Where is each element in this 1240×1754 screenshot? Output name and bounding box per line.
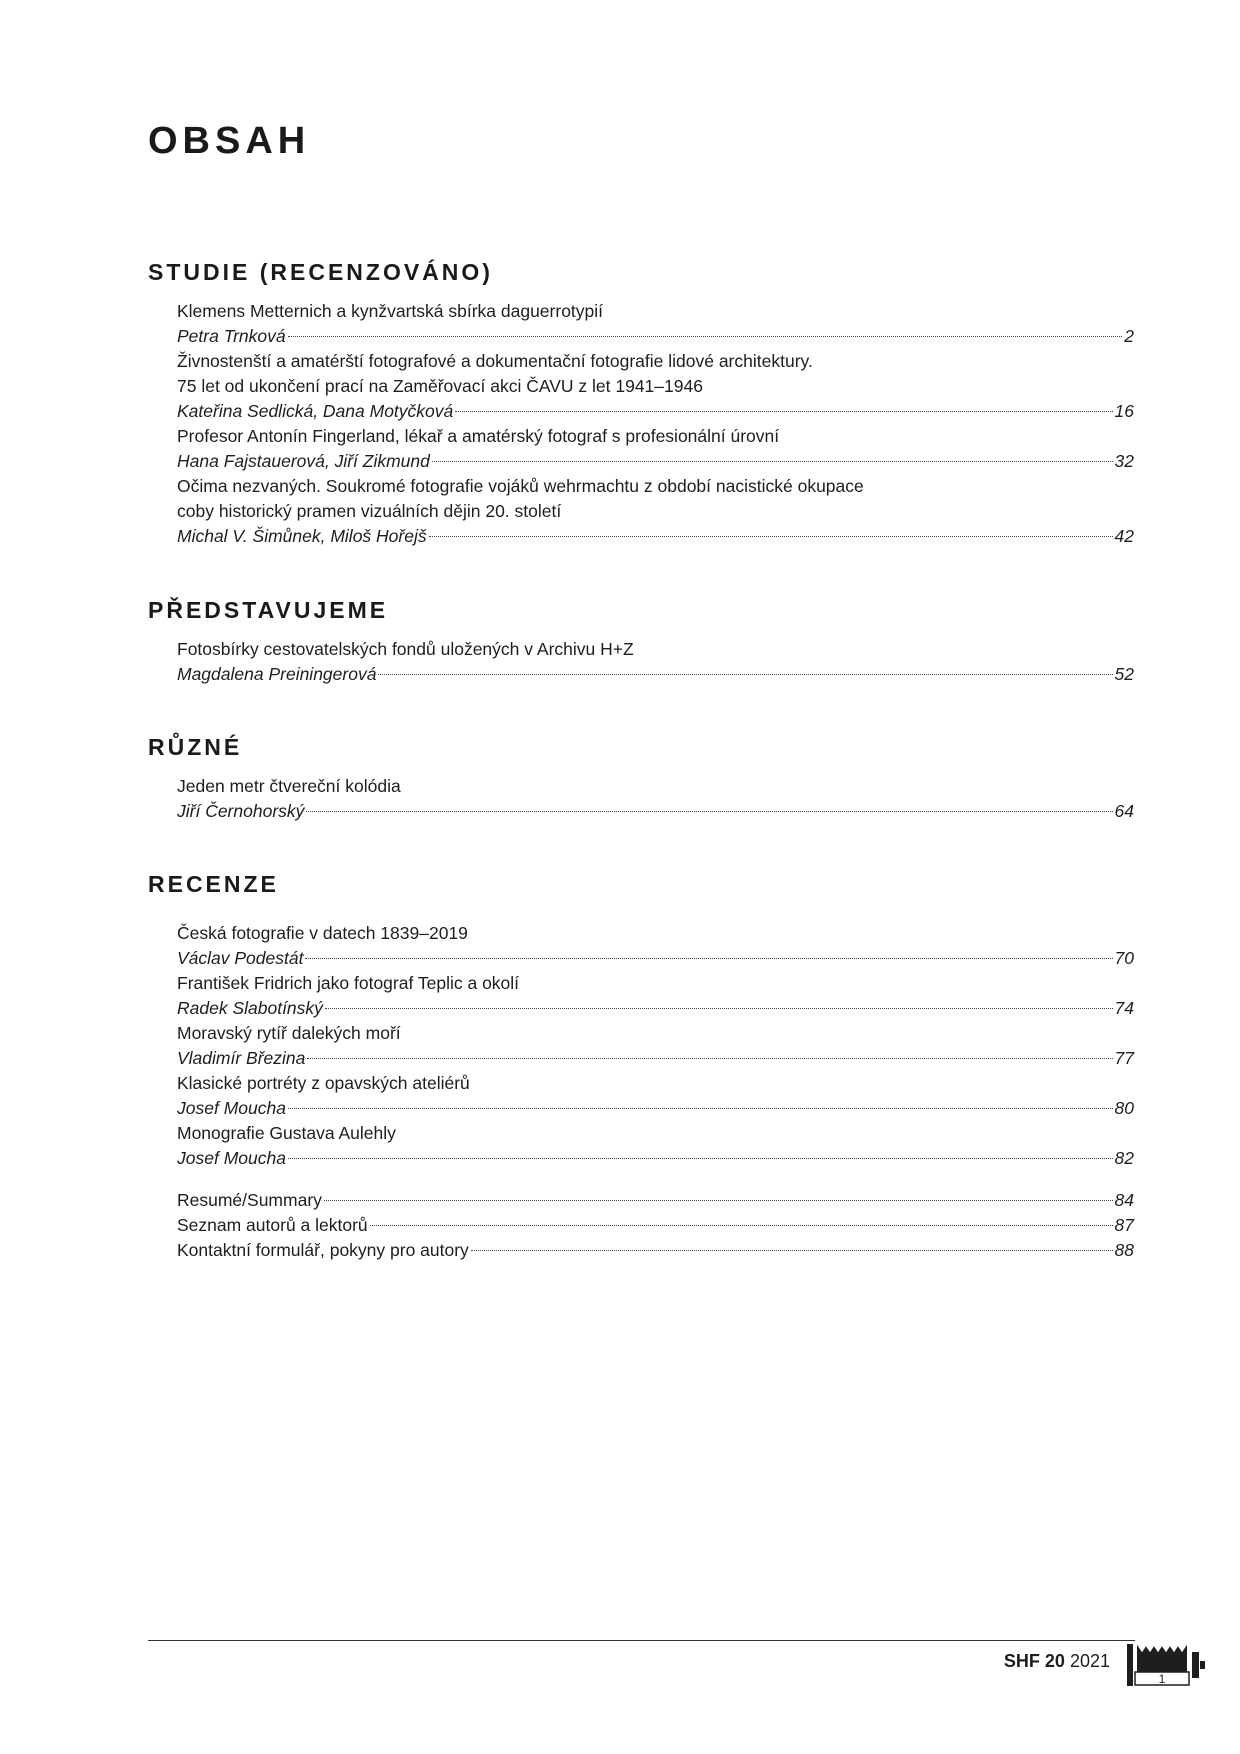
- toc-entry[interactable]: [177, 349, 1134, 424]
- entry-author: Petra Trnková: [177, 326, 286, 346]
- entry-title: Klasické portréty z opavských ateliérů: [177, 1073, 470, 1093]
- dot-leader: [288, 1158, 1113, 1159]
- entry-page: 70: [1114, 948, 1134, 968]
- entry-page: 82: [1114, 1148, 1134, 1168]
- dot-leader: [378, 674, 1112, 675]
- entry-author: Hana Fajstauerová, Jiří Zikmund: [177, 451, 430, 471]
- dot-leader: [429, 536, 1113, 537]
- entry-author: Radek Slabotínský: [177, 998, 323, 1018]
- entry-title: Očima nezvaných. Soukromé fotografie vojáků wehrmachtu z období nacistické okupace: [177, 476, 864, 496]
- entry-author: Václav Podestát: [177, 948, 304, 968]
- entry-author: Michal V. Šimůnek, Miloš Hořejš: [177, 526, 427, 546]
- toc-entry[interactable]: [177, 474, 1134, 549]
- section-heading: PŘEDSTAVUJEME: [148, 597, 389, 623]
- entry-title: coby historický pramen vizuálních dějin 20. století: [177, 501, 562, 521]
- toc-entry[interactable]: [177, 1121, 1134, 1171]
- entry-page: 2: [1124, 326, 1134, 346]
- toc-entry[interactable]: [177, 1021, 1134, 1071]
- section-heading: RECENZE: [148, 871, 279, 897]
- entry-title: František Fridrich jako fotograf Teplic a okolí: [177, 973, 520, 993]
- entry-author: Josef Moucha: [177, 1148, 286, 1168]
- section-studie: [148, 258, 1134, 549]
- entry-page: 77: [1114, 1048, 1134, 1068]
- toc-entry[interactable]: [177, 637, 1134, 687]
- journal-name: SHF 20: [1003, 1651, 1065, 1671]
- entry-page: 32: [1114, 451, 1134, 471]
- entry-title: Moravský rytíř dalekých moří: [177, 1023, 401, 1043]
- entry-label: Resumé/Summary: [177, 1190, 322, 1210]
- toc-entry[interactable]: [177, 1213, 1134, 1238]
- toc-entry[interactable]: [177, 424, 1134, 474]
- dot-leader: [325, 1008, 1113, 1009]
- section-heading: STUDIE (RECENZOVÁNO): [148, 259, 493, 285]
- footer-journal: [1004, 1650, 1110, 1672]
- dot-leader: [324, 1200, 1113, 1201]
- toc-entry[interactable]: [177, 1188, 1134, 1213]
- misc-entries: [148, 1188, 1134, 1263]
- entry-title: Jeden metr čtvereční kolódia: [177, 776, 401, 796]
- entry-page: 87: [1114, 1215, 1134, 1235]
- dot-leader: [307, 1058, 1112, 1059]
- entry-title: Fotosbírky cestovatelských fondů uložených v Archivu H+Z: [177, 639, 634, 659]
- entry-page: 80: [1114, 1098, 1134, 1118]
- section-recenze: [148, 870, 1134, 1171]
- page-number: 1: [1158, 1672, 1166, 1686]
- journal-year: 2021: [1069, 1651, 1110, 1671]
- toc-entry[interactable]: [177, 299, 1134, 349]
- entry-title: Klemens Metternich a kynžvartská sbírka daguerrotypií: [177, 301, 604, 321]
- toc-entry[interactable]: [177, 1238, 1134, 1263]
- footer-rule: [148, 1640, 1135, 1641]
- dot-leader: [305, 958, 1112, 959]
- entry-label: Kontaktní formulář, pokyny pro autory: [177, 1240, 469, 1260]
- toc-entry[interactable]: [177, 1071, 1134, 1121]
- section-heading: RŮZNÉ: [148, 734, 243, 760]
- toc-entry[interactable]: [177, 921, 1134, 971]
- entry-title: 75 let od ukončení prací na Zaměřovací akci ČAVU z let 1941–1946: [177, 376, 703, 396]
- entry-title: Monografie Gustava Aulehly: [177, 1123, 396, 1143]
- camera-bellows-icon: [1126, 1642, 1206, 1688]
- dot-leader: [288, 1108, 1113, 1109]
- entry-page: 84: [1114, 1190, 1134, 1210]
- entry-page: 16: [1114, 401, 1134, 421]
- entry-page: 52: [1114, 664, 1134, 684]
- entry-author: Vladimír Březina: [177, 1048, 306, 1068]
- entry-page: 74: [1114, 998, 1134, 1018]
- entry-title: Živnostenští a amatérští fotografové a dokumentační fotografie lidové architektury.: [177, 351, 813, 371]
- dot-leader: [432, 461, 1113, 462]
- dot-leader: [471, 1250, 1113, 1251]
- entry-page: 42: [1114, 526, 1134, 546]
- toc-entry[interactable]: [177, 971, 1134, 1021]
- entry-title: Česká fotografie v datech 1839–2019: [177, 923, 468, 943]
- dot-leader: [455, 411, 1112, 412]
- toc-entry[interactable]: [177, 774, 1134, 824]
- entry-page: 64: [1114, 801, 1134, 821]
- entry-title: Profesor Antonín Fingerland, lékař a amatérský fotograf s profesionální úrovní: [177, 426, 780, 446]
- entry-author: Josef Moucha: [177, 1098, 286, 1118]
- entry-author: Magdalena Preiningerová: [177, 664, 377, 684]
- dot-leader: [370, 1225, 1113, 1226]
- dot-leader: [306, 811, 1112, 812]
- entry-page: 88: [1114, 1240, 1134, 1260]
- entry-label: Seznam autorů a lektorů: [177, 1215, 368, 1235]
- entry-author: Kateřina Sedlická, Dana Motyčková: [177, 401, 454, 421]
- dot-leader: [288, 336, 1123, 337]
- section-ruzne: [148, 733, 1134, 824]
- entry-author: Jiří Černohorský: [177, 801, 305, 821]
- page-title: OBSAH: [148, 120, 311, 162]
- section-predstavujeme: [148, 596, 1134, 687]
